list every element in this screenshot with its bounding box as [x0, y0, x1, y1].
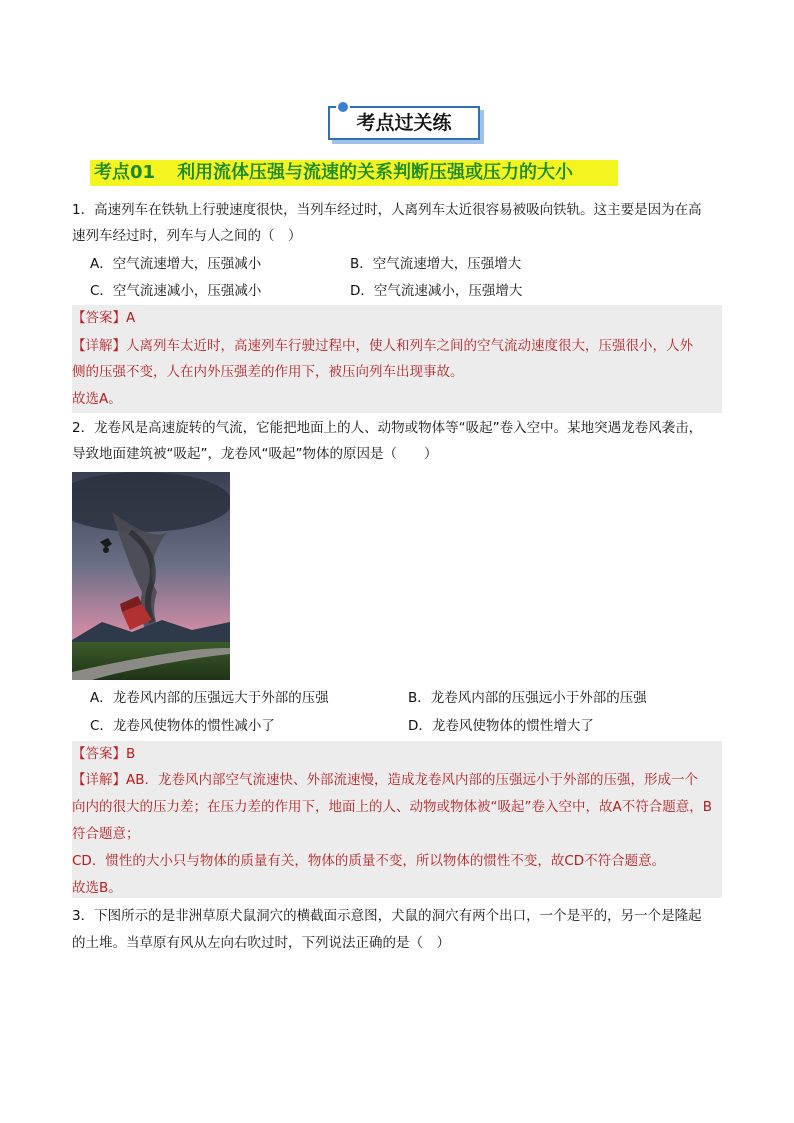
q2-answer-block	[72, 741, 722, 898]
q2-option-b: B．龙卷风内部的压强远小于外部的压强	[408, 690, 647, 706]
q1-answer: 【答案】A	[72, 310, 136, 326]
q1-detail-line1: 【详解】人离列车太近时，高速列车行驶过程中，使人和列车之间的空气流动速度很大，压强很小，人外	[72, 338, 693, 354]
q1-conclusion: 故选A。	[72, 391, 122, 407]
q2-stem-line2: 导致地面建筑被“吸起”，龙卷风“吸起”物体的原因是（ ）	[72, 446, 438, 462]
q1-answer-block	[72, 305, 722, 413]
q1-option-a: A．空气流速增大，压强减小	[90, 256, 262, 272]
q2-detail-line4: CD．惯性的大小只与物体的质量有关，物体的质量不变，所以物体的惯性不变，故CD不符合题意。	[72, 853, 666, 869]
q1-option-b: B．空气流速增大，压强增大	[350, 256, 522, 272]
q2-answer: 【答案】B	[72, 746, 136, 762]
q2-detail-line3: 符合题意；	[72, 826, 140, 842]
q2-option-d: D．龙卷风使物体的惯性增大了	[408, 718, 594, 734]
q1-stem-line1: 1．高速列车在铁轨上行驶速度很快，当列车经过时，人离列车太近很容易被吸向铁轨。这主要是因为在高	[72, 202, 702, 218]
page-title: 考点过关练	[356, 112, 452, 134]
q2-detail-line1: 【详解】AB．龙卷风内部空气流速快、外部流速慢，造成龙卷风内部的压强远小于外部的压强，形成一个	[72, 772, 698, 788]
q1-option-d: D．空气流速减小，压强增大	[350, 283, 523, 299]
q3-stem-line1: 3．下图所示的是非洲草原犬鼠洞穴的横截面示意图，犬鼠的洞穴有两个出口，一个是平的，另一个是隆起	[72, 908, 702, 924]
section-title: 利用流体压强与流速的关系判断压强或压力的大小	[177, 162, 574, 183]
q1-stem-line2: 速列车经过时，列车与人之间的（ ）	[72, 228, 302, 244]
q2-option-a: A．龙卷风内部的压强远大于外部的压强	[90, 690, 329, 706]
q2-conclusion: 故选B。	[72, 880, 122, 896]
q2-stem-line1: 2．龙卷风是高速旋转的气流，它能把地面上的人、动物或物体等“吸起”卷入空中。某地突遇龙卷风袭击，	[72, 420, 703, 436]
q3-stem-line2: 的土堆。当草原有风从左向右吹过时，下列说法正确的是（ ）	[72, 935, 450, 951]
q1-detail-line2: 侧的压强不变，人在内外压强差的作用下，被压向列车出现事故。	[72, 364, 464, 380]
q2-detail-line2: 向内的很大的压力差；在压力差的作用下，地面上的人、动物或物体被“吸起”卷入空中，故A不符合题意，B	[72, 799, 712, 815]
tornado-photo	[72, 472, 230, 680]
section-number: 考点01	[94, 162, 156, 183]
q2-option-c: C．龙卷风使物体的惯性减小了	[90, 718, 275, 734]
q1-option-c: C．空气流速减小，压强减小	[90, 283, 262, 299]
section-heading	[94, 160, 573, 186]
